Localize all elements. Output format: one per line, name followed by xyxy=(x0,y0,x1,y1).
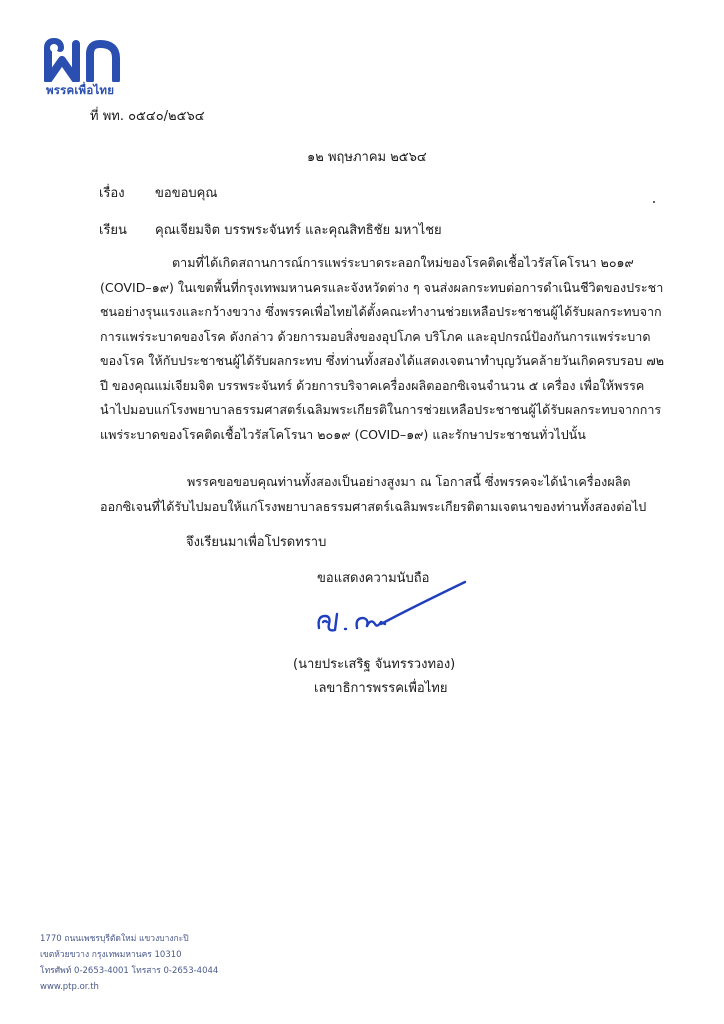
paragraph-line: นำไปมอบแก่โรงพยาบาลธรรมศาสตร์เฉลิมพระเกียรติในการช่วยเหลือประชาชนผู้ได้รับผลกระทบจากการ xyxy=(100,402,662,417)
paragraph-line: ของโรค ให้กับประชาชนผู้ได้รับผลกระทบ ซึ่งท่านทั้งสองได้แสดงเจตนาทำบุญวันคล้ายวันเกิดครบรอบ ๗๒ xyxy=(100,353,665,368)
scan-speck xyxy=(653,201,655,203)
body-paragraph-2 xyxy=(100,470,646,519)
paragraph-line: ปี ของคุณแม่เจียมจิต บรรพระจันทร์ ด้วยการบริจาคเครื่องผลิตออกซิเจนจำนวน ๕ เครื่อง เพื่อให้พรรค xyxy=(100,377,645,393)
closing-line: จึงเรียนมาเพื่อโปรดทราบ xyxy=(186,535,327,550)
document-number: ที่ พท. ๐๕๔๐/๒๕๖๔ xyxy=(90,109,205,124)
party-logo-mark xyxy=(42,38,126,82)
footer-line: เขตห้วยขวาง กรุงเทพมหานคร 10310 xyxy=(40,950,182,960)
sign-off: ขอแสดงความนับถือ xyxy=(317,571,430,586)
signer-name: (นายประเสริฐ จันทรรวงทอง) xyxy=(293,657,456,672)
signer-title: เลขาธิการพรรคเพื่อไทย xyxy=(314,681,448,696)
paragraph-line: ออกซิเจนที่ได้รับไปมอบให้แก่โรงพยาบาลธรรมศาสตร์เฉลิมพระเกียรติตามเจตนาของท่านทั้งสองต่อไป xyxy=(100,498,647,514)
recipient-value: คุณเจียมจิต บรรพระจันทร์ และคุณสิทธิชัย มหาไชย xyxy=(155,223,442,238)
paragraph-line: การแพร่ระบาดของโรค ดังกล่าว ด้วยการมอบสิ่งของอุปโภค บริโภค และอุปกรณ์ป้องกันการแพร่ระบาด xyxy=(100,328,651,344)
footer-address xyxy=(40,931,218,995)
party-name-label: พรรคเพื่อไทย xyxy=(46,83,115,97)
handwritten-signature xyxy=(315,578,475,640)
subject-label: เรื่อง xyxy=(99,186,125,201)
paragraph-line: (COVID–๑๙) ในเขตพื้นที่กรุงเทพมหานครและจังหวัดต่าง ๆ จนส่งผลกระทบต่อการดำเนินชีวิตของประชา xyxy=(100,279,664,295)
document-date: ๑๒ พฤษภาคม ๒๕๖๔ xyxy=(307,150,427,165)
footer-website-link[interactable]: www.ptp.or.th xyxy=(40,982,99,992)
footer-line: 1770 ถนนเพชรบุรีตัดใหม่ แขวงบางกะปิ xyxy=(40,934,189,944)
body-paragraph-1 xyxy=(100,251,664,447)
party-logo xyxy=(42,38,132,98)
paragraph-line: ตามที่ได้เกิดสถานการณ์การแพร่ระบาดระลอกใหม่ของโรคติดเชื้อไวรัสโคโรนา ๒๐๑๙ xyxy=(172,255,634,270)
paragraph-line: พรรคขอขอบคุณท่านทั้งสองเป็นอย่างสูงมา ณ โอกาสนี้ ซึ่งพรรคจะได้นำเครื่องผลิต xyxy=(187,474,631,489)
paragraph-line: แพร่ระบาดของโรคติดเชื้อไวรัสโคโรนา ๒๐๑๙ (COVID–๑๙) และรักษาประชาชนทั่วไปนั้น xyxy=(100,426,586,442)
recipient-label: เรียน xyxy=(99,223,127,238)
footer-line: โทรศัพท์ 0-2653-4001 โทรสาร 0-2653-4044 xyxy=(40,966,219,976)
paragraph-line: ชนอย่างรุนแรงและกว้างขวาง ซึ่งพรรคเพื่อไทยได้ตั้งคณะทำงานช่วยเหลือประชาชนผู้ได้รับผลกระทบจาก xyxy=(100,304,662,319)
subject-value: ขอขอบคุณ xyxy=(155,186,218,201)
